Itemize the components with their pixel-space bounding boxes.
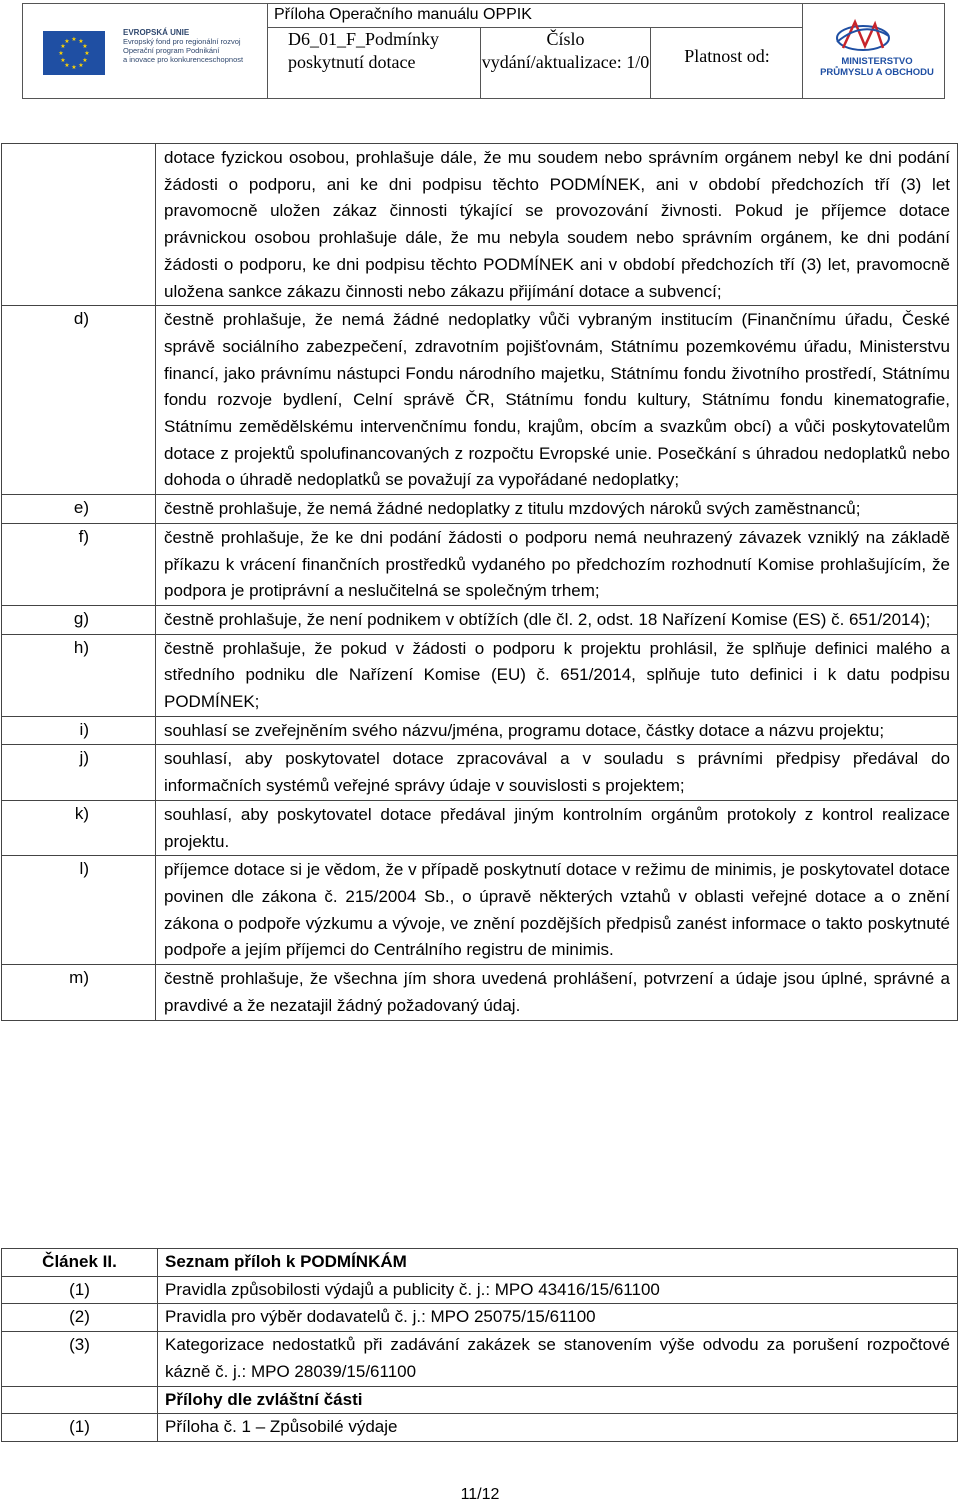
- attachments-table: [1, 1248, 958, 1442]
- header-info: [268, 4, 803, 98]
- condition-text: souhlasí, aby poskytovatel dotace předával jiným kontrolním orgánům protokoly z kontrol realizace projektu.: [156, 800, 958, 855]
- mpo-logo-line: PRŮMYSLU A OBCHODU: [820, 67, 934, 78]
- table-row: [2, 1414, 958, 1442]
- svg-text:★: ★: [78, 38, 84, 45]
- condition-text: čestně prohlašuje, že není podnikem v obtížích (dle čl. 2, odst. 18 Nařízení Komise (ES) č. 651/2014);: [156, 605, 958, 634]
- condition-text: příjemce dotace si je vědom, že v případě poskytnutí dotace v režimu de minimis, je poskytovatel dotace povinen dle zákona č. 215/2004 Sb., o úpravě některých vztahů v oblasti veřejné dotace a o znění zákona o podpoře výzkumu a vývoje, ve znění pozdějších předpisů zanést informace o takto poskytnuté podpoře a jejím příjemci do Centrálního registru de minimis.: [156, 856, 958, 965]
- table-row: [2, 144, 958, 306]
- table-row: [2, 495, 958, 524]
- condition-label: f): [2, 523, 156, 605]
- svg-text:★: ★: [82, 43, 88, 50]
- svg-text:★: ★: [82, 57, 88, 64]
- attachment-text: Pravidla způsobilosti výdajů a publicity č. j.: MPO 43416/15/61100: [158, 1276, 958, 1304]
- svg-text:★: ★: [84, 50, 90, 57]
- eu-logo-line: Operační program Podnikání: [123, 46, 220, 55]
- condition-label: i): [2, 716, 156, 745]
- eu-logo-line: Evropský fond pro regionální rozvoj: [123, 37, 241, 46]
- conditions-table: [1, 143, 958, 1021]
- mpo-logo-line: MINISTERSTVO: [841, 56, 913, 67]
- condition-label: e): [2, 495, 156, 524]
- attachment-text: Pravidla pro výběr dodavatelů č. j.: MPO 25075/15/61100: [158, 1304, 958, 1332]
- table-row: [2, 1332, 958, 1386]
- valid-from-label: Platnost od:: [684, 46, 770, 66]
- attachment-number: (1): [2, 1414, 158, 1442]
- table-row: [2, 306, 958, 495]
- eu-logo-line: EVROPSKÁ UNIE: [123, 28, 190, 37]
- attachment-text: Kategorizace nedostatků při zadávání zakázek se stanovením výše odvodu za porušení rozpočtové kázně č. j.: MPO 28039/15/61100: [158, 1332, 958, 1386]
- attachment-number: (1): [2, 1276, 158, 1304]
- condition-text: souhlasí, aby poskytovatel dotace zpracovával a v souladu s právními předpisy předával do informačních systémů veřejné správy údaje v souvislosti s projektem;: [156, 745, 958, 800]
- eu-logo-line: a inovace pro konkurenceschopnost: [123, 55, 244, 64]
- table-row: [2, 856, 958, 965]
- condition-label: j): [2, 745, 156, 800]
- table-row: [2, 1304, 958, 1332]
- table-row: [2, 716, 958, 745]
- article-number: Článek II.: [2, 1249, 158, 1277]
- condition-label: k): [2, 800, 156, 855]
- condition-text: čestně prohlašuje, že nemá žádné nedoplatky vůči vybraným institucím (Finančnímu úřadu, České správě sociálního zabezpečení, zdravotním pojišťovnám, Státnímu pozemkovému úřadu, Ministerstvu financí, jako právnímu nástupci Fondu národního majetku, Státnímu fondu životního prostředí, Státnímu fondu rozvoje bydlení, Celní správě ČR, Státnímu fondu kultury, Státnímu fondu kinematografie, Státnímu zemědělskému intervenčnímu fondu, krajům, obcím a svazkům obcí) a vůči poskytovatelům dotace z projektů spolufinancovaných z rozpočtu Evropské unie. Posečkání s úhradou nedoplatků nebo dohoda o úhradě nedoplatků se považují za vypořádané nedoplatky;: [156, 306, 958, 495]
- svg-text:★: ★: [78, 62, 84, 69]
- condition-text: čestně prohlašuje, že ke dni podání žádosti o podporu nemá neuhrazený závazek vzniklý na základě příkazu k vrácení finančních prostředků vydaného po předchozím rozhodnutí Komise prohlašujícím, že podpora je protiprávní a neslučitelná se společným trhem;: [156, 523, 958, 605]
- condition-text: čestně prohlašuje, že všechna jím shora uvedená prohlášení, potvrzení a údaje jsou úplné, správné a pravdivé a že nezatajil žádný požadovaný údaj.: [156, 965, 958, 1020]
- special-attachments-heading: Přílohy dle zvláštní části: [158, 1386, 958, 1414]
- mpo-logo-icon: [833, 18, 893, 54]
- page-number: 11/12: [460, 1486, 500, 1503]
- svg-text:★: ★: [71, 64, 77, 71]
- attachment-number: (2): [2, 1304, 158, 1332]
- attachment-number-empty: [2, 1386, 158, 1414]
- condition-text: čestně prohlašuje, že pokud v žádosti o podporu k projektu prohlásil, že splňuje definici malého a středního podniku dle Nařízení Komise (EU) č. 651/2014, splňuje tuto definici i k datu podpisu PODMÍNEK;: [156, 634, 958, 716]
- condition-label: [2, 144, 156, 306]
- condition-label: m): [2, 965, 156, 1020]
- svg-text:★: ★: [64, 62, 70, 69]
- table-row: [2, 965, 958, 1020]
- svg-text:★: ★: [71, 36, 77, 43]
- attachment-text: Příloha č. 1 – Způsobilé výdaje: [158, 1414, 958, 1442]
- version-label: Číslo vydání/aktualizace: 1/0: [481, 28, 651, 98]
- svg-text:★: ★: [60, 43, 66, 50]
- svg-text:★: ★: [58, 50, 64, 57]
- condition-label: h): [2, 634, 156, 716]
- annex-title: Příloha Operačního manuálu OPPIK: [274, 6, 532, 23]
- table-row: [2, 605, 958, 634]
- eu-flag-icon: [43, 31, 105, 75]
- table-row: [2, 1249, 958, 1277]
- table-row: [2, 523, 958, 605]
- mpo-logo-text: [817, 56, 937, 78]
- mpo-logo: [803, 4, 946, 98]
- eu-logo: [23, 4, 268, 98]
- attachment-number: (3): [2, 1332, 158, 1386]
- table-row: [2, 800, 958, 855]
- condition-text: dotace fyzickou osobou, prohlašuje dále, že mu soudem nebo správním orgánem nebyl ke dni podání žádosti o podporu, ani ke dni podpisu těchto PODMÍNEK, ani v období předchozích tří (3) let pravomocně uložen zákaz činnosti týkající se provozování živnosti. Pokud je příjemce dotace právnickou osobou prohlašuje dále, že mu nebyla soudem nebo správním orgánem, ke dni podání žádosti o podporu, ke dni podpisu těchto PODMÍNEK ani v období předchozích tří (3) let, pravomocně uložena sankce zákazu činnosti nebo zákazu přijímání dotace a subvencí;: [156, 144, 958, 306]
- document-code: D6_01_F_Podmínky poskytnutí dotace: [268, 28, 481, 98]
- condition-text: čestně prohlašuje, že nemá žádné nedoplatky z titulu mzdových nároků svých zaměstnanců;: [156, 495, 958, 524]
- eu-logo-text: [123, 28, 263, 64]
- document-header: [22, 3, 945, 99]
- table-row: [2, 634, 958, 716]
- condition-label: d): [2, 306, 156, 495]
- table-row: [2, 745, 958, 800]
- condition-label: l): [2, 856, 156, 965]
- condition-text: souhlasí se zveřejněním svého názvu/jména, programu dotace, částky dotace a názvu projektu;: [156, 716, 958, 745]
- table-row: [2, 1386, 958, 1414]
- svg-text:★: ★: [64, 38, 70, 45]
- article-title: Seznam příloh k PODMÍNKÁM: [158, 1249, 958, 1277]
- svg-text:★: ★: [60, 57, 66, 64]
- condition-label: g): [2, 605, 156, 634]
- table-row: [2, 1276, 958, 1304]
